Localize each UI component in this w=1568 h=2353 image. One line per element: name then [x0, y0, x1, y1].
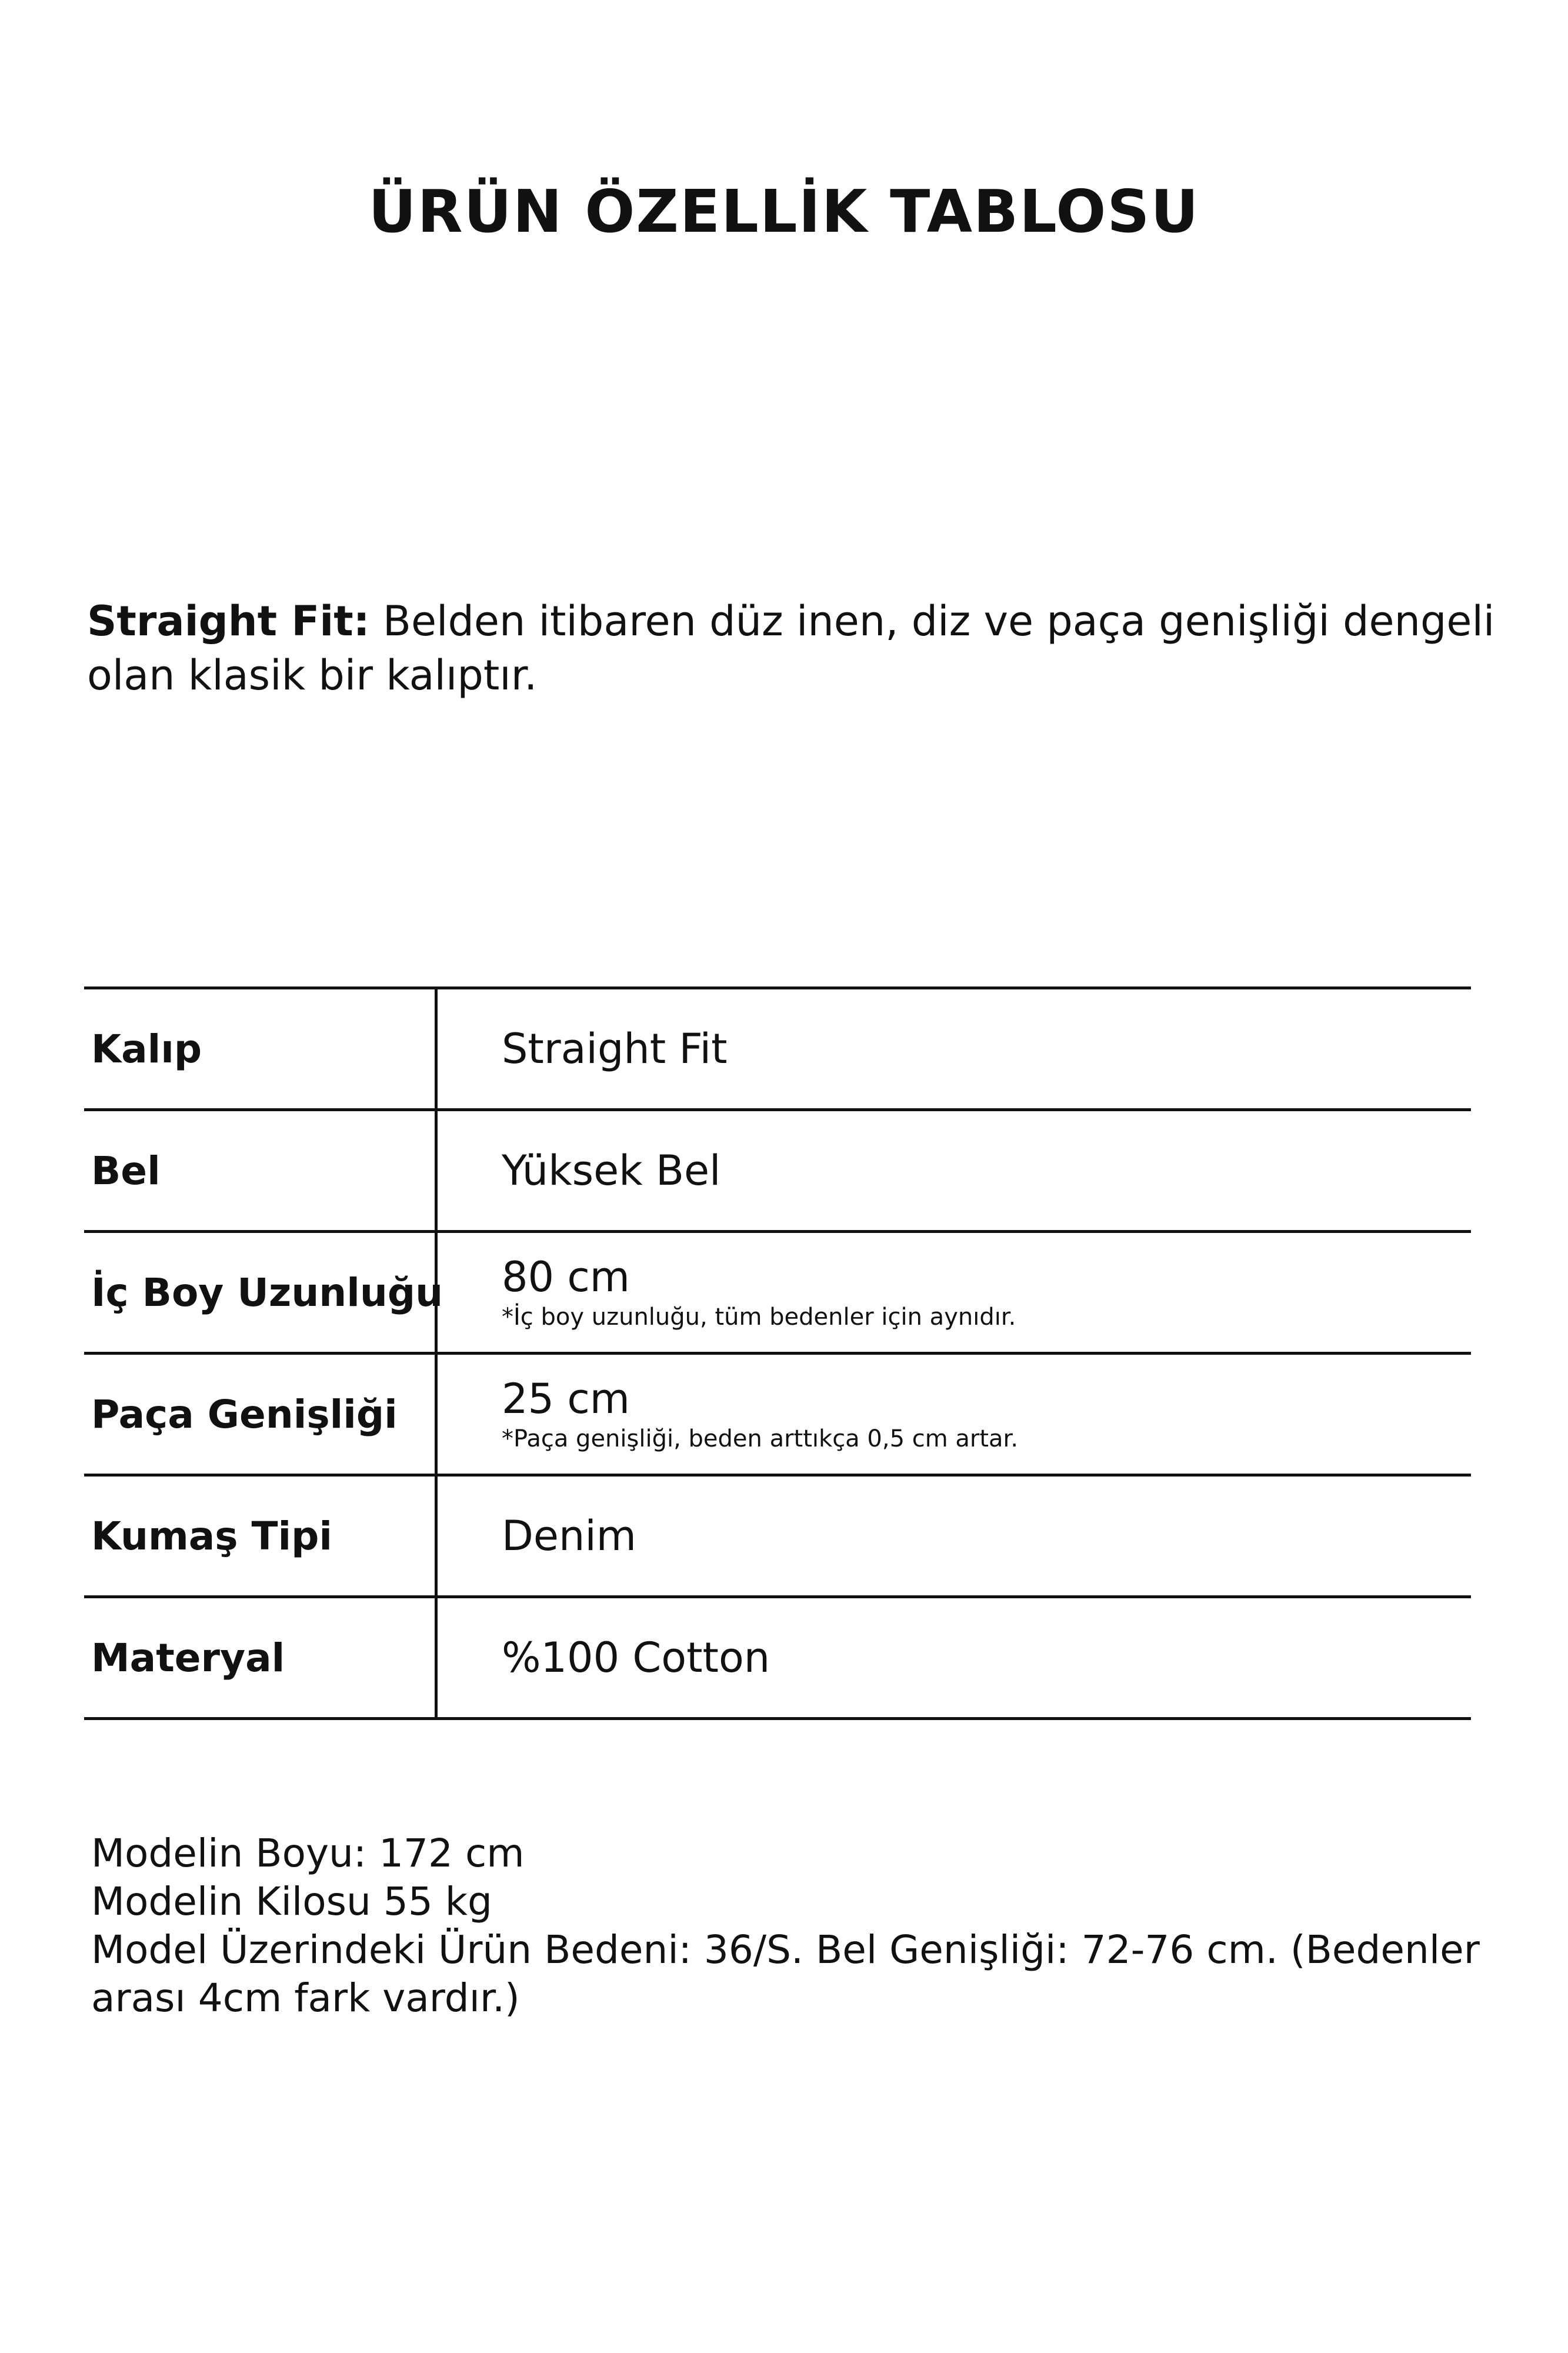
spec-note: *İç boy uzunluğu, tüm bedenler için aynıdır.: [502, 1304, 1016, 1331]
spec-row-paca: [84, 1355, 1471, 1477]
model-height: Modelin Boyu: 172 cm: [91, 1831, 525, 1876]
page-title: ÜRÜN ÖZELLİK TABLOSU: [368, 177, 1200, 246]
spec-label: Materyal: [91, 1635, 285, 1681]
spec-value-cell: [502, 1598, 1466, 1717]
column-divider: [435, 1598, 438, 1717]
spec-value: %100 Cotton: [502, 1634, 770, 1682]
spec-value-cell: [502, 1111, 1466, 1230]
spec-row-materyal: [84, 1598, 1471, 1720]
spec-label: Bel: [91, 1148, 161, 1194]
fit-description: [87, 594, 1499, 702]
column-divider: [435, 989, 438, 1108]
model-info: [91, 1829, 1491, 2022]
spec-label: Paça Genişliği: [91, 1391, 398, 1437]
spec-row-kalip: [84, 989, 1471, 1111]
spec-label: İç Boy Uzunluğu: [91, 1269, 443, 1315]
spec-row-ic-boy: [84, 1233, 1471, 1355]
column-divider: [435, 1355, 438, 1474]
fit-term: Straight Fit:: [87, 597, 370, 645]
spec-value: 25 cm: [502, 1375, 630, 1423]
fit-description-text: Belden itibaren düz inen, diz ve paça genişliği dengeli olan klasik bir kalıptır.: [87, 597, 1495, 699]
spec-row-kumas: [84, 1477, 1471, 1598]
spec-value-cell: [502, 1233, 1466, 1352]
spec-table: [84, 986, 1471, 1720]
spec-value: Denim: [502, 1512, 636, 1560]
column-divider: [435, 1111, 438, 1230]
spec-row-bel: [84, 1111, 1471, 1233]
spec-label: Kumaş Tipi: [91, 1513, 333, 1559]
spec-value-cell: [502, 1355, 1466, 1474]
spec-value: Straight Fit: [502, 1025, 728, 1073]
model-size: Model Üzerindeki Ürün Bedeni: 36/S. Bel Genişliği: 72-76 cm. (Bedenler arası 4cm fark vardır.): [91, 1927, 1480, 2021]
spec-label: Kalıp: [91, 1026, 202, 1072]
model-weight: Modelin Kilosu 55 kg: [91, 1879, 492, 1924]
spec-value: 80 cm: [502, 1253, 630, 1301]
spec-value: Yüksek Bel: [502, 1146, 721, 1195]
column-divider: [435, 1233, 438, 1352]
spec-note: *Paça genişliği, beden arttıkça 0,5 cm artar.: [502, 1425, 1019, 1452]
column-divider: [435, 1477, 438, 1595]
spec-value-cell: [502, 1477, 1466, 1595]
spec-value-cell: [502, 989, 1466, 1108]
